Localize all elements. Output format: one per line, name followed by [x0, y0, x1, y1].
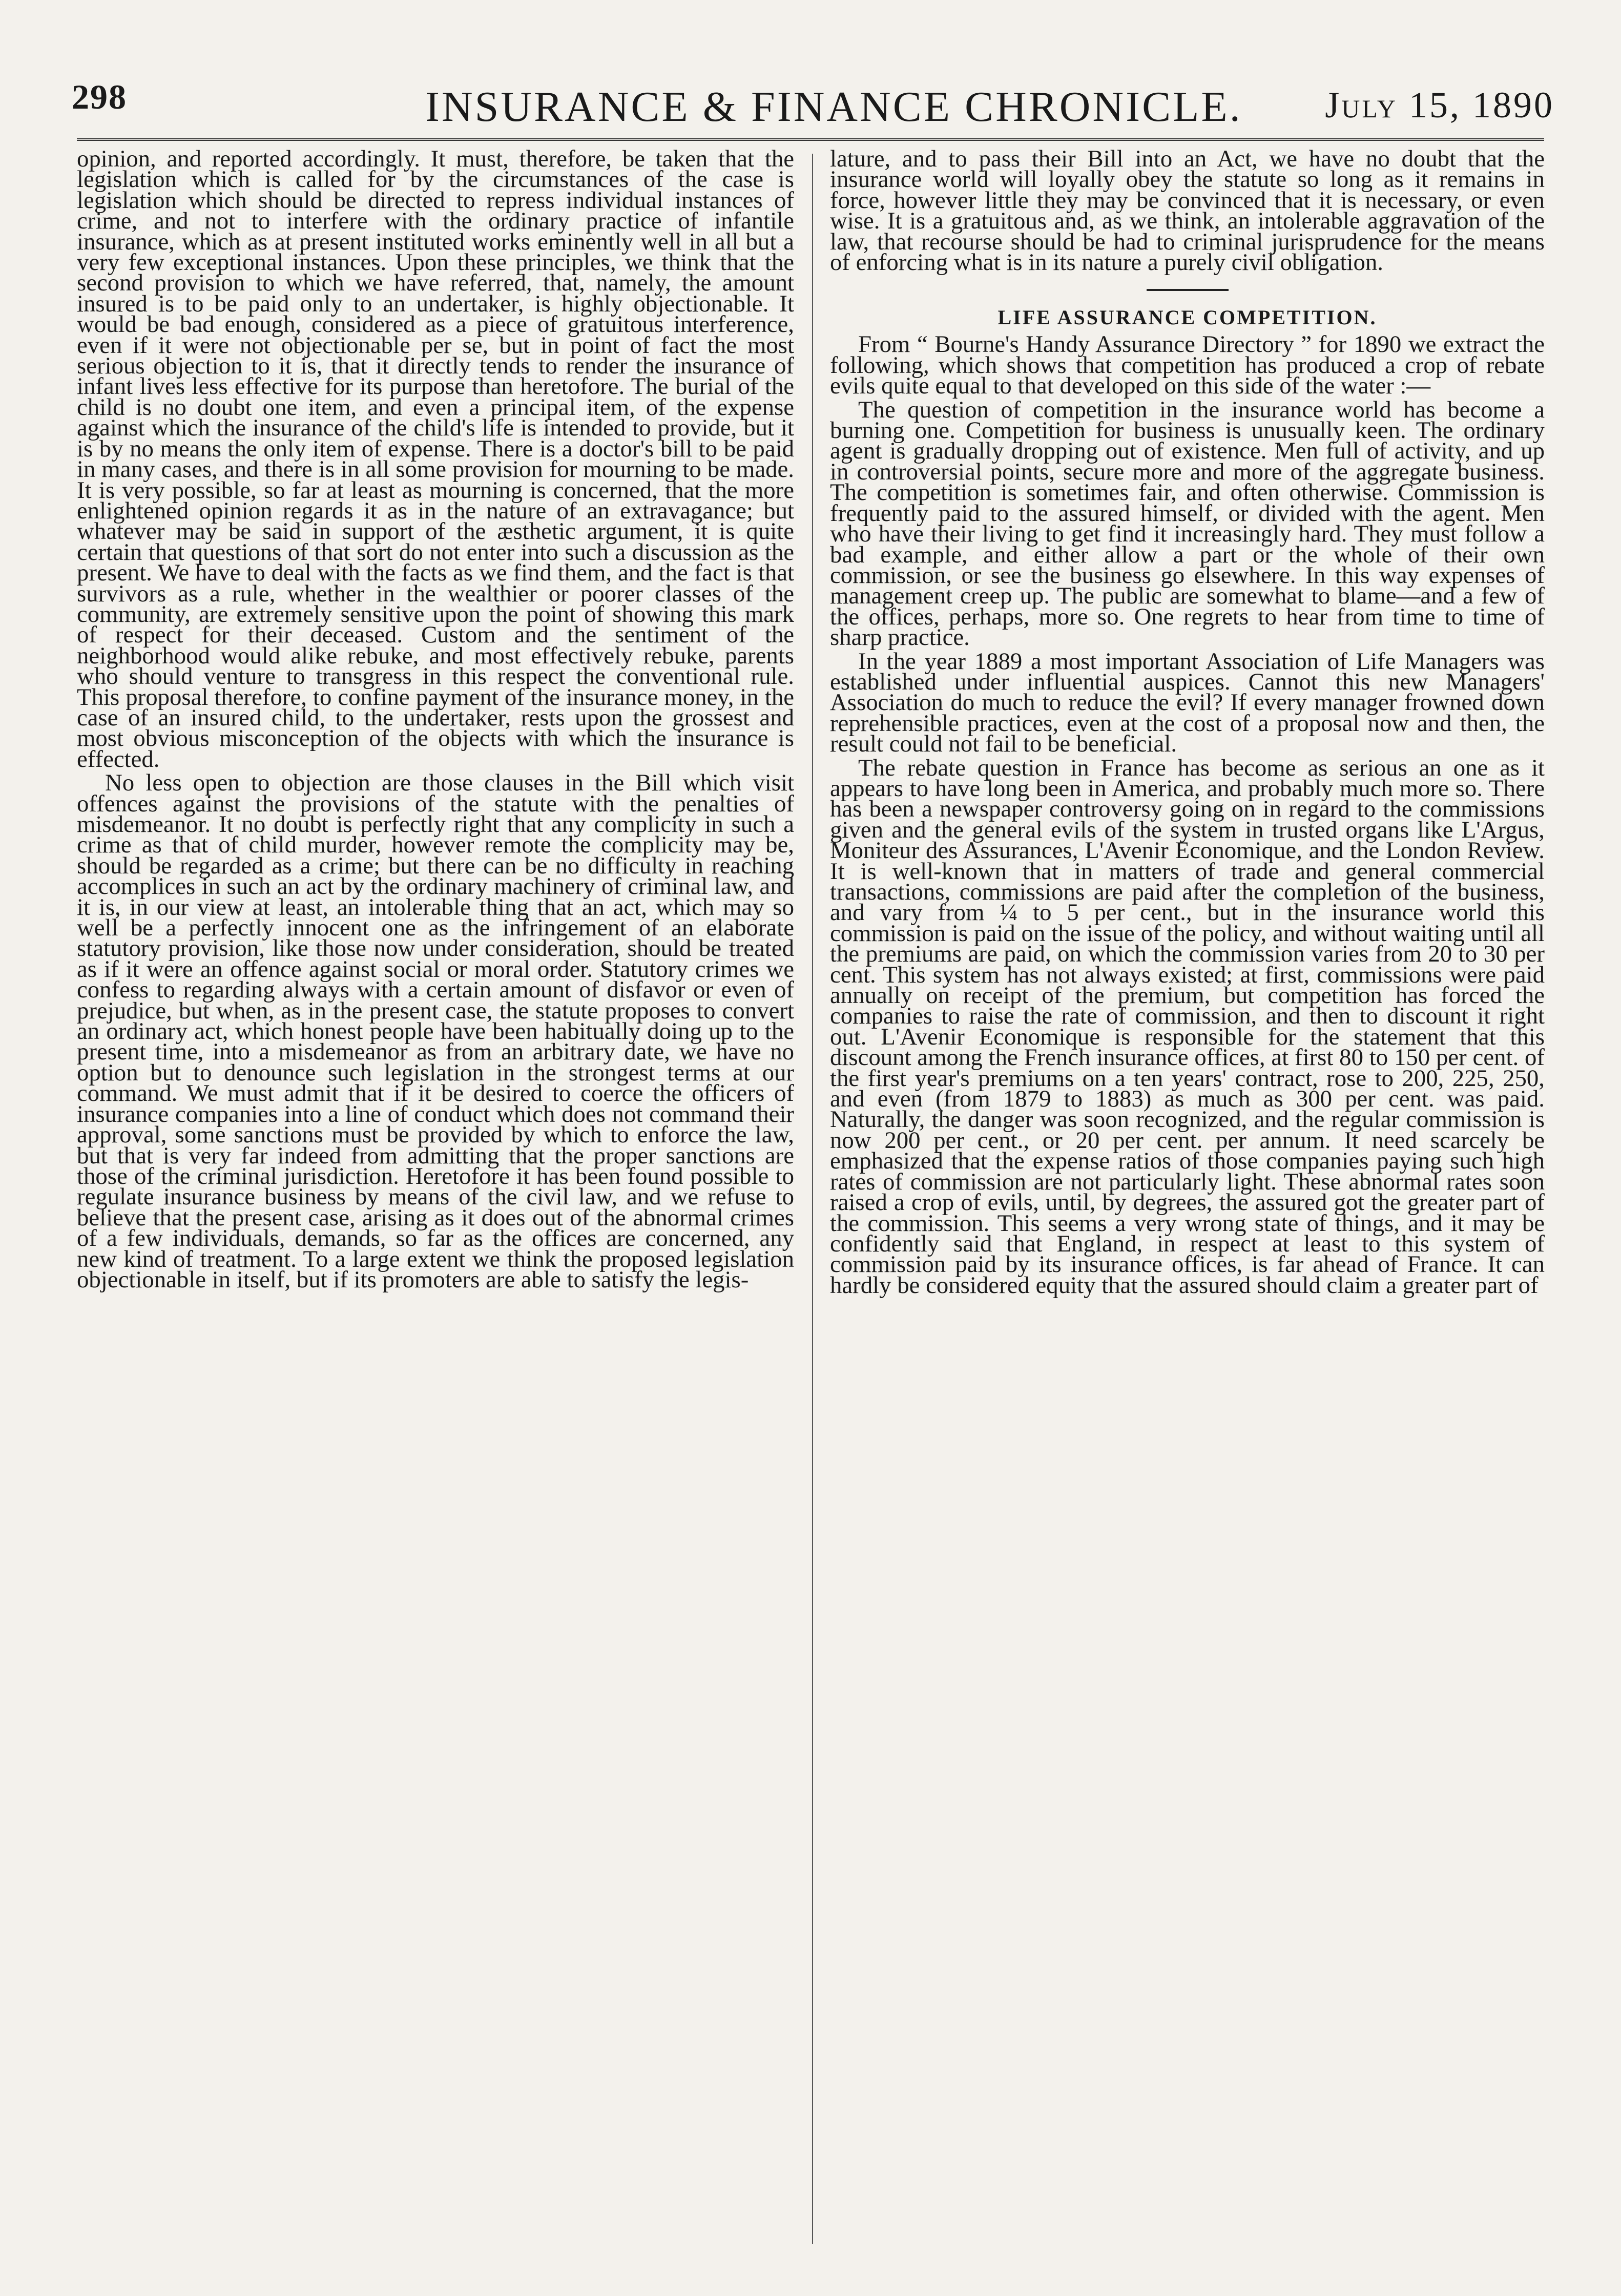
column-divider [812, 154, 813, 2244]
page-number: 298 [72, 77, 127, 116]
issue-date: July 15, 1890 [1325, 85, 1554, 126]
section-divider [1147, 289, 1229, 291]
left-column [77, 149, 794, 2239]
header-rule [77, 138, 1544, 141]
article-paragraph: The question of competition in the insurance world has become a burning one. Competition for business is unusually keen. The ordinary agent is gradually dropping out of existence. Men full of activity, and up in controversial points, secure more and more of the aggregate business. The competition is sometimes fair, and often otherwise. Commission is frequently paid to the assured himself, or divided with the agent. Men who have their living to get find it increasingly hard. They must follow a bad example, and either allow a part or the whole of their own commission, or see the business go elsewhere. In this way expenses of management creep up. The public are somewhat to blame—and a few of the offices, perhaps, more so. One regrets to hear from time to time of sharp practice. [830, 396, 1545, 651]
section-heading: LIFE ASSURANCE COMPETITION. [997, 306, 1377, 329]
article-paragraph: From “ Bourne's Handy Assurance Directory ” for 1890 we extract the following, which shows that competition has produced a crop of rebate evils quite equal to that developed on this side of the water :— [830, 331, 1545, 400]
journal-title: INSURANCE & FINANCE CHRONICLE. [425, 83, 1242, 131]
right-column [830, 149, 1545, 2249]
article-paragraph: The rebate question in France has become as serious an one as it appears to have long been in America, and probably much more so. There has been a newspaper controversy going on in regard to the commissions given and the general evils of the system in trusted organs like L'Argus, Moniteur des Assurances, L'Avenir Economique, and the London Review. It is well-known that in matters of trade and general commercial transactions, commissions are paid after the completion of the business, and vary from ¼ to 5 per cent., but in the insurance world this commission is paid on the issue of the policy, and without waiting until all the premiums are paid, on which the commission varies from 20 to 30 per cent. This system has not always existed; at first, commissions were paid annually on receipt of the premium, but competition has forced the companies to raise the rate of commission, and then to discount it right out. L'Avenir Economique is responsible for the statement that this discount among the French insurance offices, at first 80 to 150 per cent. of the first year's premiums on a ten years' contract, rose to 200, 225, 250, and even (from 1879 to 1883) as much as 300 per cent. was paid. Naturally, the danger was soon recognized, and the regular commission is now 200 per cent., or 20 per cent. per annum. It need scarcely be emphasized that the expense ratios of those companies paying such high rates of commission are not particularly light. These abnormal rates soon raised a crop of evils, until, by degrees, the assured got the greater part of the commission. This seems a very wrong state of things, and it may be confidently said that England, in respect at least to this system of commission paid by its insurance offices, is far ahead of France. It can hardly be considered equity that the assured should claim a greater part of [830, 754, 1545, 1299]
article-paragraph: In the year 1889 a most important Association of Life Managers was established under influential auspices. Cannot this new Managers' Association do much to reduce the evil? If every manager frowned down reprehensible practices, even at the cost of a proposal now and then, the result could not fail to be beneficial. [830, 648, 1545, 758]
article-continuation: lature, and to pass their Bill into an Act, we have no doubt that the insurance world will loyally obey the statute so long as it remains in force, however little they may be convinced that it is necessary, or even wise. It is a gratuitous and, as we think, an intolerable aggravation of the law, that recourse should be had to criminal jurisprudence for the means of enforcing what is in its nature a purely civil obligation. [830, 149, 1545, 276]
article-paragraph: No less open to objection are those clauses in the Bill which visit offences against the provisions of the statute with the penalties of misdemeanor. It no doubt is perfectly right that any complicity in such a crime as that of child murder, however remote the complicity may be, should be regarded as a crime; but there can be no difficulty in reaching accomplices in such an act by the ordinary machinery of criminal law, and it is, in our view at least, an intolerable thing that an act, which may so well be a perfectly innocent one as the infringement of an elaborate statutory provision, like those now under consideration, should be treated as if it were an offence against social or moral order. Statutory crimes we confess to regarding always with a certain amount of disfavor or even of prejudice, but when, as in the present case, the statute proposes to convert an ordinary act, which honest people have been habitually doing up to the present time, into a misdemeanor as from an arbitrary date, we have no option but to denounce such legislation in the strongest terms at our command. We must admit that if it be desired to coerce the officers of insurance companies into a line of conduct which does not command their approval, some sanctions must be provided by which to enforce the law, but that is very far indeed from admitting that the proper sanctions are those of the criminal jurisdiction. Heretofore it has been found possible to regulate insurance business by means of the civil law, and we refuse to believe that the present case, arising as it does out of the abnormal crimes of a few individuals, demands, so far as the offices are concerned, any new kind of treatment. To a large extent we think the proposed legislation objectionable in itself, but if its promoters are able to satisfy the legis- [77, 769, 794, 1293]
page-header [72, 77, 1554, 149]
article-paragraph: opinion, and reported accordingly. It must, therefore, be taken that the legislation which is called for by the circumstances of the case is legislation which should be directed to repress individual instances of crime, and not to interfere with the ordinary practice of infantile insurance, which as at present instituted works eminently well in all but a very few exceptional instances. Upon these principles, we think that the second provision to which we have referred, that, namely, the amount insured is to be paid only to an undertaker, is highly objectionable. It would be bad enough, considered as a piece of gratuitous interference, even if it were not objectionable per se, but in point of fact the most serious objection to it is, that it directly tends to render the insurance of infant lives less effective for its purpose than heretofore. The burial of the child is no doubt one item, and even a principal item, of the expense against which the insurance of the child's life is intended to provide, but it is by no means the only item of expense. There is a doctor's bill to be paid in many cases, and there is in all some provision for mourning to be made. It is very possible, so far at least as mourning is concerned, that the more enlightened opinion regards it as in the nature of an extravagance; but whatever may be said in support of the æsthetic argument, it is quite certain that questions of that sort do not enter into such a discussion as the present. We have to deal with the facts as we find them, and the fact is that survivors as a rule, whether in the wealthier or poorer classes of the community, are extremely sensitive upon the point of showing this mark of respect for their deceased. Custom and the sentiment of the neighborhood would alike rebuke, and most effectively rebuke, parents who should venture to transgress in this respect the conventional rule. This proposal therefore, to confine payment of the insurance money, in the case of an insured child, to the undertaker, rests upon the grossest and most obvious misconception of the objects with which the insurance is effected. [77, 149, 794, 773]
